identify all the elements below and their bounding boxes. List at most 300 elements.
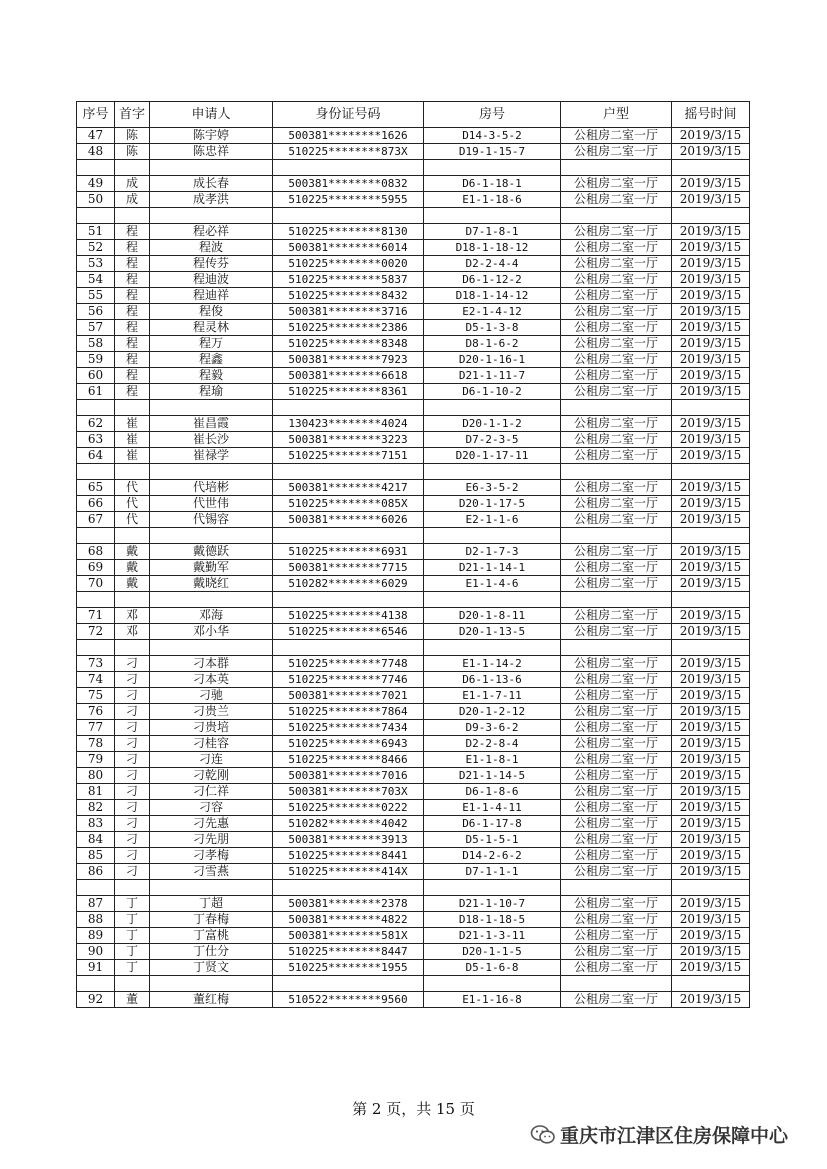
lottery-date: 2019/3/15 bbox=[672, 384, 750, 400]
empty-cell bbox=[672, 464, 750, 480]
room-number: D21-1-11-7 bbox=[424, 368, 561, 384]
table-row bbox=[77, 912, 750, 928]
unit-type: 公租房二室一厅 bbox=[561, 960, 672, 976]
row-number: 83 bbox=[77, 816, 115, 832]
empty-cell bbox=[672, 880, 750, 896]
unit-type: 公租房二室一厅 bbox=[561, 576, 672, 592]
room-number: D18-1-14-12 bbox=[424, 288, 561, 304]
unit-type: 公租房二室一厅 bbox=[561, 416, 672, 432]
unit-type: 公租房二室一厅 bbox=[561, 336, 672, 352]
applicant-name: 成孝洪 bbox=[150, 192, 273, 208]
id-number: 510282********4042 bbox=[273, 816, 424, 832]
row-number: 58 bbox=[77, 336, 115, 352]
lottery-date: 2019/3/15 bbox=[672, 352, 750, 368]
empty-cell bbox=[424, 400, 561, 416]
room-number: D20-1-17-11 bbox=[424, 448, 561, 464]
room-number: D2-2-8-4 bbox=[424, 736, 561, 752]
unit-type: 公租房二室一厅 bbox=[561, 608, 672, 624]
table-row bbox=[77, 848, 750, 864]
unit-type: 公租房二室一厅 bbox=[561, 912, 672, 928]
applicant-name: 刁贵兰 bbox=[150, 704, 273, 720]
surname-initial: 戴 bbox=[115, 560, 150, 576]
id-number: 500381********3716 bbox=[273, 304, 424, 320]
empty-cell bbox=[115, 208, 150, 224]
lottery-date: 2019/3/15 bbox=[672, 496, 750, 512]
lottery-date: 2019/3/15 bbox=[672, 416, 750, 432]
table-row bbox=[77, 928, 750, 944]
table-row bbox=[77, 368, 750, 384]
room-number: D14-3-5-2 bbox=[424, 128, 561, 144]
id-number: 510225********5837 bbox=[273, 272, 424, 288]
surname-initial: 刁 bbox=[115, 848, 150, 864]
empty-cell bbox=[561, 160, 672, 176]
table-row bbox=[77, 128, 750, 144]
group-spacer-row bbox=[77, 464, 750, 480]
lottery-date: 2019/3/15 bbox=[672, 864, 750, 880]
empty-cell bbox=[672, 976, 750, 992]
id-number: 510225********085X bbox=[273, 496, 424, 512]
empty-cell bbox=[77, 464, 115, 480]
surname-initial: 崔 bbox=[115, 416, 150, 432]
lottery-date: 2019/3/15 bbox=[672, 752, 750, 768]
applicant-name: 刁驰 bbox=[150, 688, 273, 704]
table-row bbox=[77, 272, 750, 288]
table-row bbox=[77, 752, 750, 768]
lottery-date: 2019/3/15 bbox=[672, 896, 750, 912]
row-number: 68 bbox=[77, 544, 115, 560]
surname-initial: 程 bbox=[115, 336, 150, 352]
lottery-date: 2019/3/15 bbox=[672, 368, 750, 384]
empty-cell bbox=[150, 160, 273, 176]
id-number: 510225********8361 bbox=[273, 384, 424, 400]
room-number: D21-1-14-1 bbox=[424, 560, 561, 576]
applicant-name: 刁本英 bbox=[150, 672, 273, 688]
empty-cell bbox=[115, 880, 150, 896]
applicant-name: 丁富桃 bbox=[150, 928, 273, 944]
id-number: 500381********3223 bbox=[273, 432, 424, 448]
id-number: 510225********7748 bbox=[273, 656, 424, 672]
surname-initial: 程 bbox=[115, 352, 150, 368]
empty-cell bbox=[150, 592, 273, 608]
row-number: 51 bbox=[77, 224, 115, 240]
surname-initial: 成 bbox=[115, 192, 150, 208]
column-header: 房号 bbox=[424, 102, 561, 128]
group-spacer-row bbox=[77, 640, 750, 656]
id-number: 510225********873X bbox=[273, 144, 424, 160]
surname-initial: 崔 bbox=[115, 448, 150, 464]
lottery-date: 2019/3/15 bbox=[672, 192, 750, 208]
room-number: D21-1-14-5 bbox=[424, 768, 561, 784]
empty-cell bbox=[424, 640, 561, 656]
lottery-date: 2019/3/15 bbox=[672, 144, 750, 160]
empty-cell bbox=[273, 592, 424, 608]
room-number: D6-1-17-8 bbox=[424, 816, 561, 832]
id-number: 510225********8441 bbox=[273, 848, 424, 864]
table-row bbox=[77, 384, 750, 400]
row-number: 82 bbox=[77, 800, 115, 816]
lottery-date: 2019/3/15 bbox=[672, 336, 750, 352]
table-row bbox=[77, 448, 750, 464]
id-number: 130423********4024 bbox=[273, 416, 424, 432]
room-number: D7-1-8-1 bbox=[424, 224, 561, 240]
surname-initial: 刁 bbox=[115, 752, 150, 768]
empty-cell bbox=[561, 208, 672, 224]
row-number: 59 bbox=[77, 352, 115, 368]
column-header: 申请人 bbox=[150, 102, 273, 128]
table-row bbox=[77, 480, 750, 496]
empty-cell bbox=[273, 976, 424, 992]
id-number: 510225********7151 bbox=[273, 448, 424, 464]
unit-type: 公租房二室一厅 bbox=[561, 128, 672, 144]
id-number: 510282********6029 bbox=[273, 576, 424, 592]
room-number: E1-1-18-6 bbox=[424, 192, 561, 208]
applicant-name: 程必祥 bbox=[150, 224, 273, 240]
lottery-date: 2019/3/15 bbox=[672, 480, 750, 496]
surname-initial: 代 bbox=[115, 512, 150, 528]
empty-cell bbox=[273, 160, 424, 176]
unit-type: 公租房二室一厅 bbox=[561, 224, 672, 240]
unit-type: 公租房二室一厅 bbox=[561, 688, 672, 704]
lottery-date: 2019/3/15 bbox=[672, 848, 750, 864]
empty-cell bbox=[115, 528, 150, 544]
empty-cell bbox=[77, 976, 115, 992]
table-row bbox=[77, 256, 750, 272]
lottery-date: 2019/3/15 bbox=[672, 304, 750, 320]
page-number: 第 2 页，共 15 页 bbox=[352, 1100, 475, 1118]
room-number: D8-1-6-2 bbox=[424, 336, 561, 352]
empty-cell bbox=[672, 528, 750, 544]
applicant-name: 陈宇婷 bbox=[150, 128, 273, 144]
applicant-name: 代培彬 bbox=[150, 480, 273, 496]
surname-initial: 刁 bbox=[115, 704, 150, 720]
empty-cell bbox=[150, 640, 273, 656]
row-number: 70 bbox=[77, 576, 115, 592]
row-number: 79 bbox=[77, 752, 115, 768]
header-row bbox=[77, 102, 750, 128]
table-row bbox=[77, 224, 750, 240]
unit-type: 公租房二室一厅 bbox=[561, 304, 672, 320]
table-row bbox=[77, 960, 750, 976]
empty-cell bbox=[561, 400, 672, 416]
id-number: 510225********6943 bbox=[273, 736, 424, 752]
room-number: D6-1-12-2 bbox=[424, 272, 561, 288]
empty-cell bbox=[561, 640, 672, 656]
applicant-name: 程鑫 bbox=[150, 352, 273, 368]
unit-type: 公租房二室一厅 bbox=[561, 704, 672, 720]
group-spacer-row bbox=[77, 400, 750, 416]
table-row bbox=[77, 288, 750, 304]
id-number: 500381********7923 bbox=[273, 352, 424, 368]
surname-initial: 刁 bbox=[115, 864, 150, 880]
room-number: D6-1-18-1 bbox=[424, 176, 561, 192]
surname-initial: 丁 bbox=[115, 928, 150, 944]
empty-cell bbox=[273, 464, 424, 480]
id-number: 500381********7021 bbox=[273, 688, 424, 704]
id-number: 500381********7715 bbox=[273, 560, 424, 576]
room-number: D18-1-18-5 bbox=[424, 912, 561, 928]
surname-initial: 刁 bbox=[115, 832, 150, 848]
table-row bbox=[77, 496, 750, 512]
id-number: 500381********7016 bbox=[273, 768, 424, 784]
empty-cell bbox=[115, 592, 150, 608]
applicant-name: 董红梅 bbox=[150, 992, 273, 1008]
empty-cell bbox=[672, 208, 750, 224]
group-spacer-row bbox=[77, 160, 750, 176]
room-number: D20-1-2-12 bbox=[424, 704, 561, 720]
lottery-date: 2019/3/15 bbox=[672, 448, 750, 464]
applicant-name: 陈忠祥 bbox=[150, 144, 273, 160]
row-number: 74 bbox=[77, 672, 115, 688]
applicant-name: 崔长沙 bbox=[150, 432, 273, 448]
surname-initial: 代 bbox=[115, 480, 150, 496]
empty-cell bbox=[424, 160, 561, 176]
table-row bbox=[77, 304, 750, 320]
empty-cell bbox=[424, 592, 561, 608]
group-spacer-row bbox=[77, 208, 750, 224]
table-row bbox=[77, 624, 750, 640]
unit-type: 公租房二室一厅 bbox=[561, 864, 672, 880]
id-number: 510225********1955 bbox=[273, 960, 424, 976]
id-number: 500381********581X bbox=[273, 928, 424, 944]
column-header: 序号 bbox=[77, 102, 115, 128]
empty-cell bbox=[77, 592, 115, 608]
row-number: 60 bbox=[77, 368, 115, 384]
table-row bbox=[77, 240, 750, 256]
empty-cell bbox=[77, 400, 115, 416]
empty-cell bbox=[424, 880, 561, 896]
surname-initial: 刁 bbox=[115, 688, 150, 704]
unit-type: 公租房二室一厅 bbox=[561, 848, 672, 864]
applicant-name: 刁仁祥 bbox=[150, 784, 273, 800]
applicant-name: 刁连 bbox=[150, 752, 273, 768]
row-number: 92 bbox=[77, 992, 115, 1008]
unit-type: 公租房二室一厅 bbox=[561, 288, 672, 304]
row-number: 72 bbox=[77, 624, 115, 640]
lottery-date: 2019/3/15 bbox=[672, 832, 750, 848]
unit-type: 公租房二室一厅 bbox=[561, 256, 672, 272]
lottery-date: 2019/3/15 bbox=[672, 176, 750, 192]
applicant-name: 刁先惠 bbox=[150, 816, 273, 832]
room-number: D20-1-17-5 bbox=[424, 496, 561, 512]
unit-type: 公租房二室一厅 bbox=[561, 816, 672, 832]
applicant-name: 刁孝梅 bbox=[150, 848, 273, 864]
room-number: D5-1-6-8 bbox=[424, 960, 561, 976]
table-row bbox=[77, 432, 750, 448]
surname-initial: 邓 bbox=[115, 608, 150, 624]
id-number: 510225********8348 bbox=[273, 336, 424, 352]
surname-initial: 刁 bbox=[115, 720, 150, 736]
id-number: 510225********7434 bbox=[273, 720, 424, 736]
lottery-date: 2019/3/15 bbox=[672, 512, 750, 528]
empty-cell bbox=[273, 400, 424, 416]
group-spacer-row bbox=[77, 976, 750, 992]
applicant-name: 刁桂容 bbox=[150, 736, 273, 752]
applicant-name: 程瑜 bbox=[150, 384, 273, 400]
surname-initial: 刁 bbox=[115, 816, 150, 832]
lottery-date: 2019/3/15 bbox=[672, 224, 750, 240]
surname-initial: 刁 bbox=[115, 800, 150, 816]
table-row bbox=[77, 560, 750, 576]
room-number: D21-1-3-11 bbox=[424, 928, 561, 944]
id-number: 510225********5955 bbox=[273, 192, 424, 208]
room-number: E2-1-4-12 bbox=[424, 304, 561, 320]
unit-type: 公租房二室一厅 bbox=[561, 928, 672, 944]
empty-cell bbox=[273, 880, 424, 896]
id-number: 500381********6014 bbox=[273, 240, 424, 256]
surname-initial: 崔 bbox=[115, 432, 150, 448]
id-number: 510225********2386 bbox=[273, 320, 424, 336]
lottery-date: 2019/3/15 bbox=[672, 672, 750, 688]
table-row bbox=[77, 688, 750, 704]
unit-type: 公租房二室一厅 bbox=[561, 512, 672, 528]
room-number: D21-1-10-7 bbox=[424, 896, 561, 912]
row-number: 87 bbox=[77, 896, 115, 912]
applicant-name: 程灵林 bbox=[150, 320, 273, 336]
lottery-date: 2019/3/15 bbox=[672, 912, 750, 928]
room-number: D2-1-7-3 bbox=[424, 544, 561, 560]
applicant-name: 代锡容 bbox=[150, 512, 273, 528]
table-row bbox=[77, 672, 750, 688]
unit-type: 公租房二室一厅 bbox=[561, 448, 672, 464]
empty-cell bbox=[150, 528, 273, 544]
column-header: 身份证号码 bbox=[273, 102, 424, 128]
applicant-name: 邓小华 bbox=[150, 624, 273, 640]
row-number: 85 bbox=[77, 848, 115, 864]
empty-cell bbox=[273, 208, 424, 224]
unit-type: 公租房二室一厅 bbox=[561, 992, 672, 1008]
empty-cell bbox=[273, 640, 424, 656]
applicant-name: 程波 bbox=[150, 240, 273, 256]
unit-type: 公租房二室一厅 bbox=[561, 896, 672, 912]
allocation-table bbox=[76, 101, 750, 1008]
id-number: 510225********8432 bbox=[273, 288, 424, 304]
row-number: 52 bbox=[77, 240, 115, 256]
lottery-date: 2019/3/15 bbox=[672, 240, 750, 256]
row-number: 48 bbox=[77, 144, 115, 160]
row-number: 84 bbox=[77, 832, 115, 848]
column-header: 摇号时间 bbox=[672, 102, 750, 128]
surname-initial: 刁 bbox=[115, 736, 150, 752]
room-number: E2-1-1-6 bbox=[424, 512, 561, 528]
table-header bbox=[77, 102, 750, 128]
id-number: 510522********9560 bbox=[273, 992, 424, 1008]
empty-cell bbox=[150, 464, 273, 480]
empty-cell bbox=[424, 464, 561, 480]
id-number: 510225********4138 bbox=[273, 608, 424, 624]
surname-initial: 刁 bbox=[115, 768, 150, 784]
table-row bbox=[77, 720, 750, 736]
row-number: 47 bbox=[77, 128, 115, 144]
id-number: 500381********1626 bbox=[273, 128, 424, 144]
room-number: D19-1-15-7 bbox=[424, 144, 561, 160]
unit-type: 公租房二室一厅 bbox=[561, 496, 672, 512]
surname-initial: 丁 bbox=[115, 944, 150, 960]
surname-initial: 程 bbox=[115, 320, 150, 336]
empty-cell bbox=[561, 976, 672, 992]
table-row bbox=[77, 736, 750, 752]
table-row bbox=[77, 576, 750, 592]
wechat-icon bbox=[530, 1124, 556, 1146]
room-number: D6-1-8-6 bbox=[424, 784, 561, 800]
lottery-date: 2019/3/15 bbox=[672, 560, 750, 576]
table-row bbox=[77, 992, 750, 1008]
applicant-name: 丁贤文 bbox=[150, 960, 273, 976]
empty-cell bbox=[672, 400, 750, 416]
empty-cell bbox=[424, 208, 561, 224]
empty-cell bbox=[115, 160, 150, 176]
row-number: 61 bbox=[77, 384, 115, 400]
unit-type: 公租房二室一厅 bbox=[561, 272, 672, 288]
lottery-date: 2019/3/15 bbox=[672, 784, 750, 800]
surname-initial: 陈 bbox=[115, 144, 150, 160]
applicant-name: 丁春梅 bbox=[150, 912, 273, 928]
brand-watermark bbox=[530, 1121, 788, 1148]
unit-type: 公租房二室一厅 bbox=[561, 784, 672, 800]
unit-type: 公租房二室一厅 bbox=[561, 352, 672, 368]
room-number: D20-1-13-5 bbox=[424, 624, 561, 640]
empty-cell bbox=[77, 880, 115, 896]
table-body bbox=[77, 128, 750, 1008]
id-number: 510225********0020 bbox=[273, 256, 424, 272]
unit-type: 公租房二室一厅 bbox=[561, 752, 672, 768]
row-number: 86 bbox=[77, 864, 115, 880]
surname-initial: 程 bbox=[115, 288, 150, 304]
row-number: 67 bbox=[77, 512, 115, 528]
row-number: 66 bbox=[77, 496, 115, 512]
lottery-date: 2019/3/15 bbox=[672, 944, 750, 960]
unit-type: 公租房二室一厅 bbox=[561, 320, 672, 336]
row-number: 71 bbox=[77, 608, 115, 624]
table-row bbox=[77, 608, 750, 624]
surname-initial: 丁 bbox=[115, 960, 150, 976]
room-number: D18-1-18-12 bbox=[424, 240, 561, 256]
applicant-name: 程传芬 bbox=[150, 256, 273, 272]
table-row bbox=[77, 800, 750, 816]
room-number: D20-1-1-5 bbox=[424, 944, 561, 960]
table-row bbox=[77, 512, 750, 528]
applicant-name: 崔昌霞 bbox=[150, 416, 273, 432]
unit-type: 公租房二室一厅 bbox=[561, 624, 672, 640]
room-number: E1-1-7-11 bbox=[424, 688, 561, 704]
unit-type: 公租房二室一厅 bbox=[561, 800, 672, 816]
group-spacer-row bbox=[77, 880, 750, 896]
lottery-date: 2019/3/15 bbox=[672, 800, 750, 816]
surname-initial: 程 bbox=[115, 272, 150, 288]
empty-cell bbox=[77, 208, 115, 224]
row-number: 63 bbox=[77, 432, 115, 448]
row-number: 88 bbox=[77, 912, 115, 928]
surname-initial: 刁 bbox=[115, 784, 150, 800]
lottery-date: 2019/3/15 bbox=[672, 768, 750, 784]
unit-type: 公租房二室一厅 bbox=[561, 368, 672, 384]
room-number: D20-1-8-11 bbox=[424, 608, 561, 624]
id-number: 500381********4822 bbox=[273, 912, 424, 928]
id-number: 500381********703X bbox=[273, 784, 424, 800]
row-number: 73 bbox=[77, 656, 115, 672]
empty-cell bbox=[150, 400, 273, 416]
room-number: D2-2-4-4 bbox=[424, 256, 561, 272]
table-row bbox=[77, 656, 750, 672]
id-number: 510225********6546 bbox=[273, 624, 424, 640]
applicant-name: 刁容 bbox=[150, 800, 273, 816]
row-number: 77 bbox=[77, 720, 115, 736]
unit-type: 公租房二室一厅 bbox=[561, 944, 672, 960]
id-number: 510225********414X bbox=[273, 864, 424, 880]
id-number: 500381********6026 bbox=[273, 512, 424, 528]
room-number: D6-1-10-2 bbox=[424, 384, 561, 400]
brand-text: 重庆市江津区住房保障中心 bbox=[560, 1125, 789, 1147]
id-number: 500381********0832 bbox=[273, 176, 424, 192]
